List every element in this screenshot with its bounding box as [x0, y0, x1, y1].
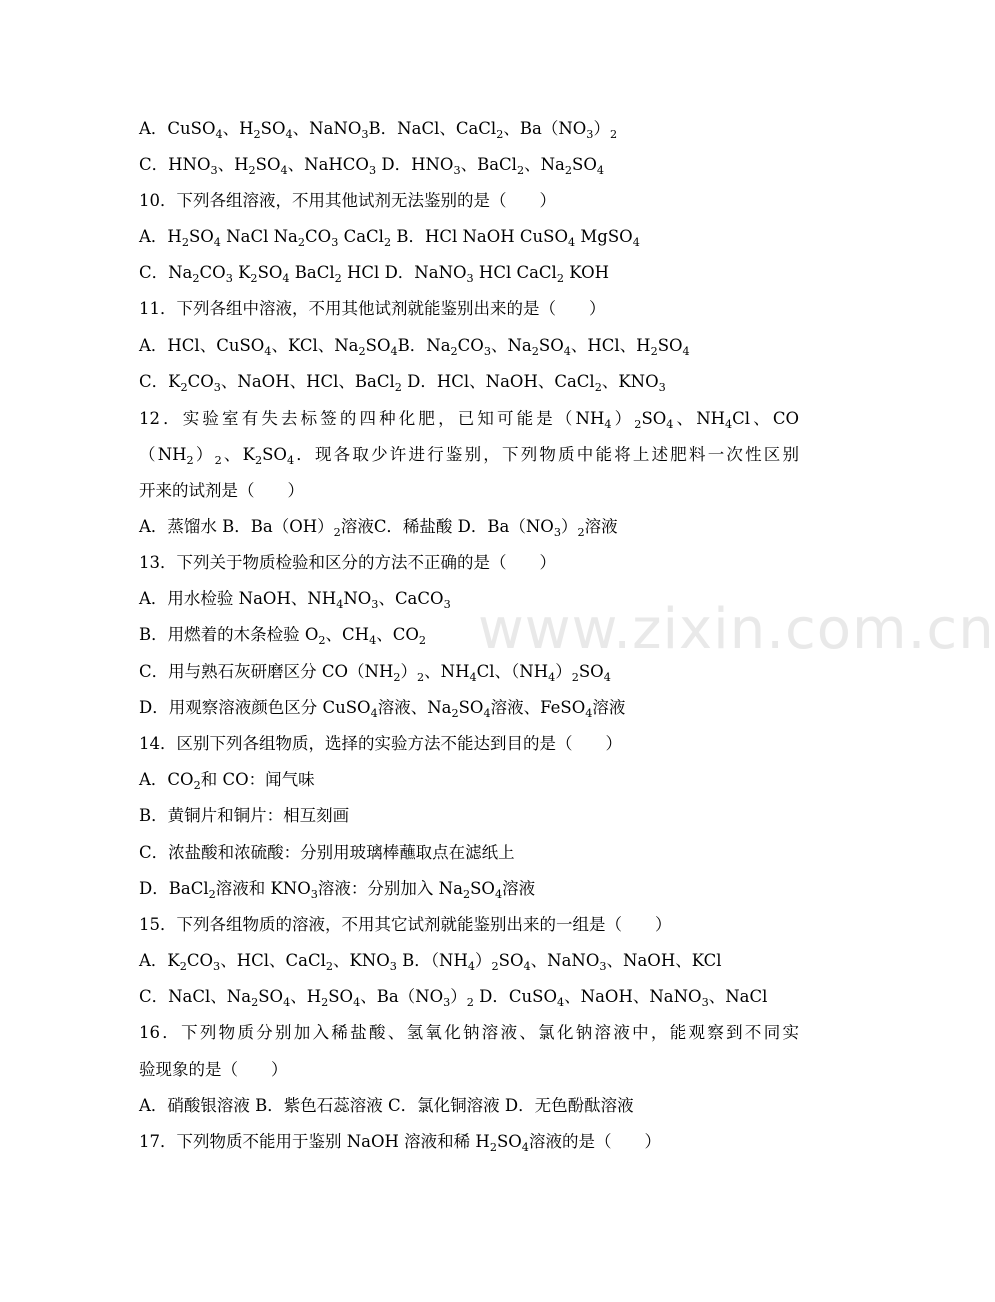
- text-run: 、Ba（NO: [360, 987, 444, 1006]
- subscript: 2: [334, 271, 342, 285]
- subscript: 2: [609, 127, 618, 141]
- subscript: 3: [331, 235, 339, 249]
- subscript: 2: [571, 670, 579, 684]
- subscript: 4: [469, 670, 477, 684]
- subscript: 4: [213, 235, 221, 249]
- subscript: 2: [251, 995, 259, 1009]
- text-run: D．HCl、NaOH、CaCl: [401, 372, 595, 391]
- text-run: D．HNO: [376, 155, 454, 174]
- text-run: CO: [186, 951, 214, 970]
- subscript: 2: [325, 959, 333, 973]
- text-run: SO: [641, 409, 667, 428]
- text-run: 、KCl、Na: [271, 336, 359, 355]
- text-run: BaCl: [289, 263, 335, 282]
- text-run: 12．实验室有失去标签的四种化肥，已知可能是（NH: [139, 409, 605, 428]
- text-run: D．BaCl: [139, 879, 209, 898]
- subscript: 2: [594, 380, 602, 394]
- subscript: 2: [496, 127, 504, 141]
- answer-options: [139, 697, 799, 719]
- question-stem: [139, 914, 799, 936]
- text-run: SO: [188, 227, 214, 246]
- text-run: 、NaCl: [708, 987, 768, 1006]
- subscript: 4: [521, 1140, 529, 1154]
- subscript: 2: [193, 778, 201, 792]
- subscript: 3: [225, 271, 233, 285]
- text-run: SO: [328, 987, 354, 1006]
- subscript: 2: [451, 706, 459, 720]
- subscript: 2: [297, 235, 306, 249]
- subscript: 4: [353, 995, 361, 1009]
- subscript: 2: [318, 633, 326, 647]
- text-run: 、H: [290, 987, 322, 1006]
- text-run: 17．下列物质不能用于鉴别 NaOH 溶液和稀 H: [139, 1132, 490, 1151]
- text-run: SO: [260, 119, 286, 138]
- text-run: SO: [262, 445, 287, 464]
- text-run: C．K: [139, 372, 181, 391]
- text-run: SO: [538, 336, 564, 355]
- text-run: 、NaNO: [530, 951, 600, 970]
- subscript: 2: [577, 525, 585, 539]
- text-run: CO: [199, 263, 226, 282]
- subscript: 2: [254, 453, 263, 467]
- subscript: 4: [523, 959, 531, 973]
- subscript: 3: [361, 127, 369, 141]
- text-run: B．NaCl、CaCl: [368, 119, 497, 138]
- text-run: SO: [496, 1132, 522, 1151]
- question-stem: [139, 1059, 799, 1081]
- text-run: 、H: [217, 155, 249, 174]
- subscript: 4: [568, 235, 576, 249]
- subscript: 3: [586, 127, 594, 141]
- text-run: B．Na: [397, 336, 451, 355]
- text-run: 、Na: [490, 336, 532, 355]
- subscript: 3: [443, 995, 451, 1009]
- text-run: 溶液: [502, 879, 536, 898]
- text-run: 15．下列各组物质的溶液，不用其它试剂就能鉴别出来的一组是（ ）: [139, 915, 672, 934]
- text-run: D．CuSO: [473, 987, 557, 1006]
- subscript: 2: [394, 380, 402, 394]
- question-stem: [139, 552, 799, 574]
- text-run: 、CO: [376, 625, 419, 644]
- subscript: 4: [725, 417, 733, 431]
- text-run: 溶液和 KNO: [215, 879, 311, 898]
- answer-options: [139, 335, 799, 357]
- text-run: 开来的试剂是（ ）: [139, 481, 304, 500]
- text-run: CO: [457, 336, 484, 355]
- text-run: ）: [560, 517, 578, 536]
- text-run: B．HCl NaOH CuSO: [391, 227, 569, 246]
- text-run: C．Na: [139, 263, 193, 282]
- subscript: 4: [280, 163, 288, 177]
- text-run: Cl、（NH: [476, 662, 549, 681]
- subscript: 4: [282, 271, 290, 285]
- text-run: ）: [400, 662, 417, 681]
- text-run: 、NH: [424, 662, 470, 681]
- question-stem: [139, 733, 799, 755]
- subscript: 2: [489, 1140, 497, 1154]
- text-run: B．用燃着的木条检验 O: [139, 625, 319, 644]
- text-run: 11．下列各组中溶液，不用其他试剂就能鉴别出来的是（ ）: [139, 299, 606, 318]
- subscript: 2: [214, 453, 222, 467]
- question-stem: [139, 408, 799, 430]
- text-run: SO: [572, 155, 597, 174]
- subscript: 4: [548, 670, 556, 684]
- subscript: 3: [371, 597, 379, 611]
- text-run: NO: [343, 589, 372, 608]
- text-run: C．用与熟石灰研磨区分 CO（NH: [139, 662, 394, 681]
- subscript: 4: [557, 995, 565, 1009]
- subscript: 4: [285, 127, 293, 141]
- text-run: SO: [578, 662, 604, 681]
- question-stem: [139, 298, 799, 320]
- subscript: 2: [516, 163, 525, 177]
- subscript: 3: [368, 163, 377, 177]
- text-run: 溶液C．稀盐酸 D．Ba（NO: [340, 517, 554, 536]
- text-run: 、HCl、H: [570, 336, 651, 355]
- subscript: 3: [453, 163, 461, 177]
- text-run: D．用观察溶液颜色区分 CuSO: [139, 698, 371, 717]
- subscript: 4: [603, 670, 611, 684]
- text-run: B．黄铜片和铜片：相互刻画: [139, 806, 350, 825]
- question-stem: [139, 190, 799, 212]
- subscript: 2: [634, 417, 642, 431]
- subscript: 2: [192, 271, 200, 285]
- text-run: 、NaOH、HCl、BaCl: [220, 372, 395, 391]
- subscript: 3: [466, 271, 474, 285]
- answer-options: [139, 371, 799, 393]
- answer-options: [139, 516, 799, 538]
- subscript: 2: [208, 887, 216, 901]
- subscript: 2: [181, 235, 189, 249]
- text-run: SO: [470, 879, 495, 898]
- text-run: 、KNO: [332, 951, 390, 970]
- subscript: 3: [701, 995, 709, 1009]
- subscript: 4: [286, 453, 295, 467]
- text-run: HCl D．NaNO: [341, 263, 467, 282]
- answer-options: [139, 661, 799, 683]
- subscript: 2: [417, 670, 425, 684]
- question-stem: [139, 444, 799, 466]
- text-run: 、KNO: [601, 372, 659, 391]
- text-run: ）: [193, 445, 215, 464]
- text-run: CO: [305, 227, 332, 246]
- subscript: 4: [264, 344, 272, 358]
- text-run: HCl CaCl: [473, 263, 557, 282]
- text-run: B．（NH: [396, 951, 468, 970]
- subscript: 2: [650, 344, 658, 358]
- text-run: SO: [255, 155, 281, 174]
- text-run: 、K: [221, 445, 255, 464]
- text-run: C．浓盐酸和浓硫酸：分别用玻璃棒蘸取点在滤纸上: [139, 843, 515, 862]
- subscript: 2: [491, 959, 499, 973]
- text-run: ）: [593, 119, 610, 138]
- subscript: 2: [186, 453, 194, 467]
- text-run: ）: [611, 409, 635, 428]
- subscript: 4: [682, 344, 690, 358]
- subscript: 3: [599, 959, 607, 973]
- text-run: 13．下列关于物质检验和区分的方法不正确的是（ ）: [139, 553, 556, 572]
- subscript: 2: [179, 959, 187, 973]
- answer-options: [139, 624, 799, 646]
- text-run: CO: [187, 372, 214, 391]
- text-run: 、NaNO: [292, 119, 362, 138]
- text-run: 、H: [222, 119, 254, 138]
- text-run: 10．下列各组溶液，不用其他试剂无法鉴别的是（ ）: [139, 191, 556, 210]
- answer-options: [139, 262, 799, 284]
- text-run: （NH: [139, 445, 187, 464]
- subscript: 2: [321, 995, 329, 1009]
- subscript: 2: [531, 344, 539, 358]
- text-run: 、NaOH、KCl: [606, 951, 722, 970]
- text-run: SO: [365, 336, 391, 355]
- answer-options: [139, 588, 799, 610]
- text-run: 、NH: [673, 409, 726, 428]
- subscript: 4: [585, 706, 593, 720]
- subscript: 3: [310, 887, 318, 901]
- text-run: 、BaCl: [460, 155, 517, 174]
- subscript: 4: [563, 344, 571, 358]
- subscript: 3: [389, 959, 397, 973]
- answer-options: [139, 154, 799, 176]
- subscript: 2: [418, 633, 426, 647]
- text-run: 、NaOH、NaNO: [564, 987, 702, 1006]
- text-run: A．蒸馏水 B．Ba（OH）: [139, 517, 334, 536]
- answer-options: [139, 986, 799, 1008]
- text-run: ）: [475, 951, 492, 970]
- text-run: 溶液的是（ ）: [528, 1132, 661, 1151]
- subscript: 3: [213, 380, 221, 394]
- text-run: C．NaCl、Na: [139, 987, 252, 1006]
- subscript: 2: [556, 271, 564, 285]
- text-run: A．H: [139, 227, 182, 246]
- text-run: 、NaHCO: [287, 155, 369, 174]
- answer-options: [139, 842, 799, 864]
- text-run: A．CO: [139, 770, 194, 789]
- text-run: SO: [258, 987, 284, 1006]
- text-run: 溶液、Na: [377, 698, 452, 717]
- text-run: 、Ba（NO: [503, 119, 587, 138]
- subscript: 2: [450, 344, 458, 358]
- subscript: 4: [494, 887, 503, 901]
- subscript: 3: [210, 163, 218, 177]
- answer-options: [139, 950, 799, 972]
- subscript: 4: [596, 163, 604, 177]
- text-run: A．K: [139, 951, 180, 970]
- text-run: ）: [555, 662, 572, 681]
- text-run: 和 CO：闻气味: [200, 770, 315, 789]
- text-run: A．硝酸银溶液 B．紫色石蕊溶液 C．氯化铜溶液 D．无色酚酞溶液: [139, 1096, 634, 1115]
- subscript: 2: [253, 127, 261, 141]
- text-run: C．HNO: [139, 155, 211, 174]
- subscript: 3: [213, 959, 221, 973]
- subscript: 4: [467, 959, 476, 973]
- text-run: SO: [458, 698, 484, 717]
- watermark: www.zixin.com.cn: [478, 597, 995, 662]
- subscript: 3: [658, 380, 666, 394]
- subscript: 3: [553, 525, 561, 539]
- subscript: 3: [483, 344, 491, 358]
- text-run: 、CH: [325, 625, 370, 644]
- text-run: ）: [450, 987, 467, 1006]
- subscript: 4: [369, 633, 377, 647]
- text-run: 、HCl、CaCl: [220, 951, 326, 970]
- subscript: 2: [250, 271, 258, 285]
- text-run: A．CuSO: [139, 119, 216, 138]
- text-run: 14．区别下列各组物质，选择的实验方法不能达到目的是（ ）: [139, 734, 622, 753]
- text-run: SO: [257, 263, 283, 282]
- subscript: 4: [604, 417, 612, 431]
- text-run: 溶液: [592, 698, 626, 717]
- text-run: 验现象的是（ ）: [139, 1060, 288, 1079]
- text-run: 溶液、FeSO: [490, 698, 586, 717]
- subscript: 2: [358, 344, 366, 358]
- subscript: 3: [443, 597, 451, 611]
- text-run: Cl、CO: [732, 409, 800, 428]
- answer-options: [139, 1095, 799, 1117]
- question-stem: [139, 1131, 799, 1153]
- text-run: A．HCl、CuSO: [139, 336, 265, 355]
- text-run: NaCl Na: [220, 227, 298, 246]
- text-run: SO: [657, 336, 683, 355]
- subscript: 4: [283, 995, 291, 1009]
- subscript: 4: [390, 344, 398, 358]
- text-run: 溶液：分别加入 Na: [317, 879, 463, 898]
- text-run: KOH: [563, 263, 610, 282]
- subscript: 4: [336, 597, 344, 611]
- subscript: 4: [632, 235, 640, 249]
- subscript: 2: [180, 380, 188, 394]
- question-stem: [139, 1022, 799, 1044]
- answer-options: [139, 805, 799, 827]
- answer-options: [139, 878, 799, 900]
- subscript: 4: [666, 417, 674, 431]
- subscript: 4: [215, 127, 223, 141]
- subscript: 2: [466, 995, 474, 1009]
- subscript: 4: [370, 706, 378, 720]
- text-run: 溶液: [584, 517, 618, 536]
- subscript: 2: [333, 525, 341, 539]
- text-run: 、Na: [524, 155, 565, 174]
- text-run: MgSO: [575, 227, 633, 246]
- subscript: 2: [248, 163, 256, 177]
- answer-options: [139, 226, 799, 248]
- text-run: A．用水检验 NaOH、NH: [139, 589, 337, 608]
- answer-options: [139, 118, 799, 140]
- question-stem: [139, 480, 799, 502]
- answer-options: [139, 769, 799, 791]
- text-run: ．现各取少许进行鉴别，下列物质中能将上述肥料一次性区别: [294, 445, 800, 464]
- text-run: 16．下列物质分别加入稀盐酸、氢氧化钠溶液、氯化钠溶液中，能观察到不同实: [139, 1023, 799, 1042]
- subscript: 4: [483, 706, 491, 720]
- subscript: 2: [393, 670, 401, 684]
- subscript: 2: [564, 163, 573, 177]
- text-run: SO: [498, 951, 524, 970]
- subscript: 2: [462, 887, 471, 901]
- text-run: CaCl: [338, 227, 384, 246]
- text-run: K: [232, 263, 251, 282]
- text-run: 、CaCO: [378, 589, 444, 608]
- subscript: 2: [383, 235, 392, 249]
